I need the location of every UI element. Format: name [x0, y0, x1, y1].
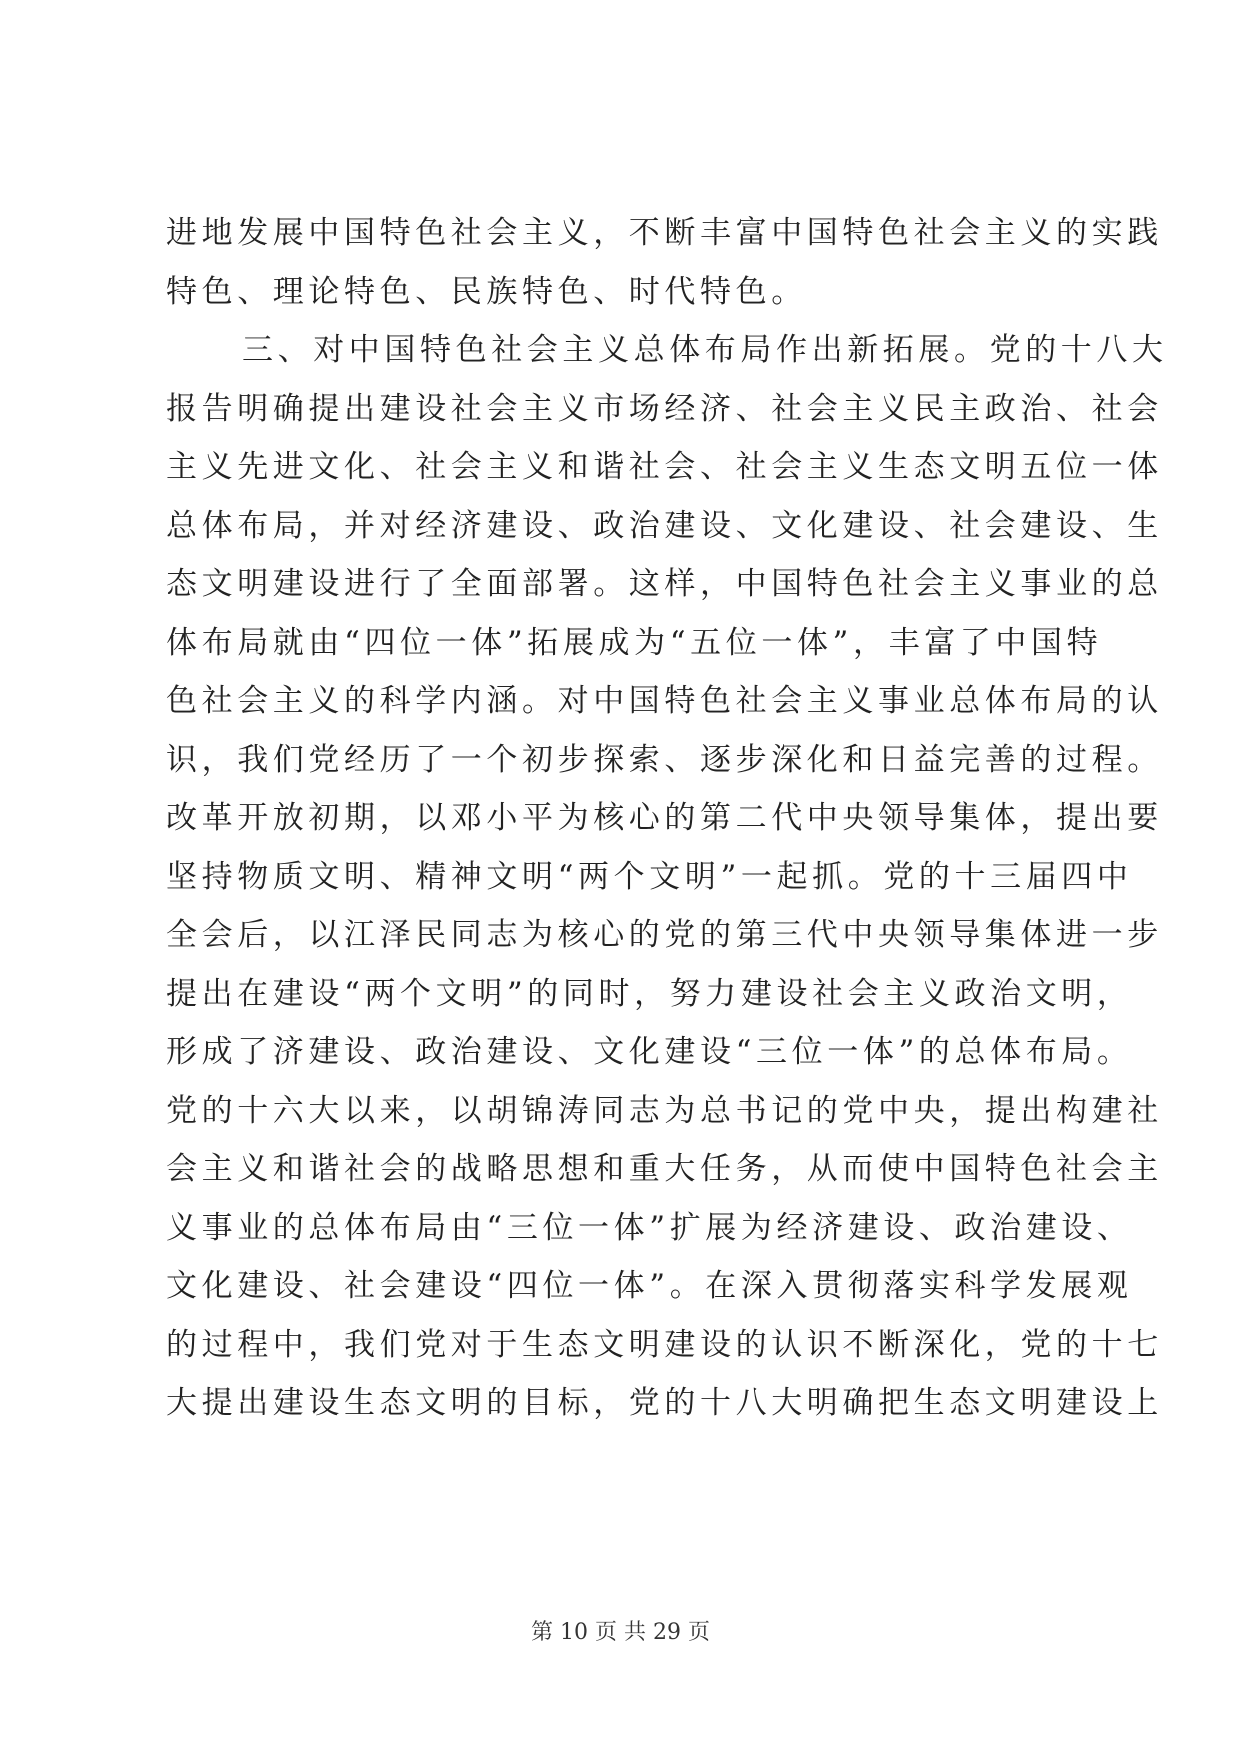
text-line: 进地发展中国特色社会主义，不断丰富中国特色社会主义的实践: [166, 215, 1163, 251]
text-line: 大提出建设生态文明的目标，党的十八大明确把生态文明建设上: [166, 1385, 1163, 1421]
text-line: 主义先进文化、社会主义和谐社会、社会主义生态文明五位一体: [166, 449, 1163, 485]
text-line: 会主义和谐社会的战略思想和重大任务，从而使中国特色社会主: [166, 1151, 1163, 1187]
text-line: 报告明确提出建设社会主义市场经济、社会主义民主政治、社会: [166, 390, 1163, 427]
text-line: 坚持物质文明、精神文明“两个文明”一起抓。党的十三届四中: [166, 858, 1133, 895]
text-line: 识，我们党经历了一个初步探索、逐步深化和日益完善的过程。: [166, 741, 1163, 778]
text-line: 提出在建设“两个文明”的同时，努力建设社会主义政治文明，: [166, 975, 1133, 1012]
text-line: 全会后，以江泽民同志为核心的党的第三代中央领导集体进一步: [166, 917, 1163, 953]
text-line: 改革开放初期，以邓小平为核心的第二代中央领导集体，提出要: [166, 800, 1163, 836]
text-line: 文化建设、社会建设“四位一体”。在深入贯彻落实科学发展观: [166, 1268, 1133, 1304]
text-line: 的过程中，我们党对于生态文明建设的认识不断深化，党的十七: [166, 1326, 1163, 1363]
text-line: 态文明建设进行了全面部署。这样，中国特色社会主义事业的总: [166, 566, 1163, 602]
text-line: 特色、理论特色、民族特色、时代特色。: [166, 273, 807, 310]
paragraph-first-line: 三、对中国特色社会主义总体布局作出新拓展。党的十八大: [242, 332, 1168, 368]
text-line: 形成了济建设、政治建设、文化建设“三位一体”的总体布局。: [166, 1034, 1133, 1070]
page-number-footer: 第 10 页 共 29 页: [531, 1620, 710, 1645]
text-line: 色社会主义的科学内涵。对中国特色社会主义事业总体布局的认: [166, 683, 1163, 719]
body-text: [166, 204, 1168, 1433]
text-line: 体布局就由“四位一体”拓展成为“五位一体”，丰富了中国特: [166, 624, 1103, 661]
text-line: 总体布局，并对经济建设、政治建设、文化建设、社会建设、生: [166, 507, 1163, 544]
text-line: 义事业的总体布局由“三位一体”扩展为经济建设、政治建设、: [166, 1209, 1133, 1246]
text-line: 党的十六大以来，以胡锦涛同志为总书记的党中央，提出构建社: [166, 1092, 1163, 1129]
